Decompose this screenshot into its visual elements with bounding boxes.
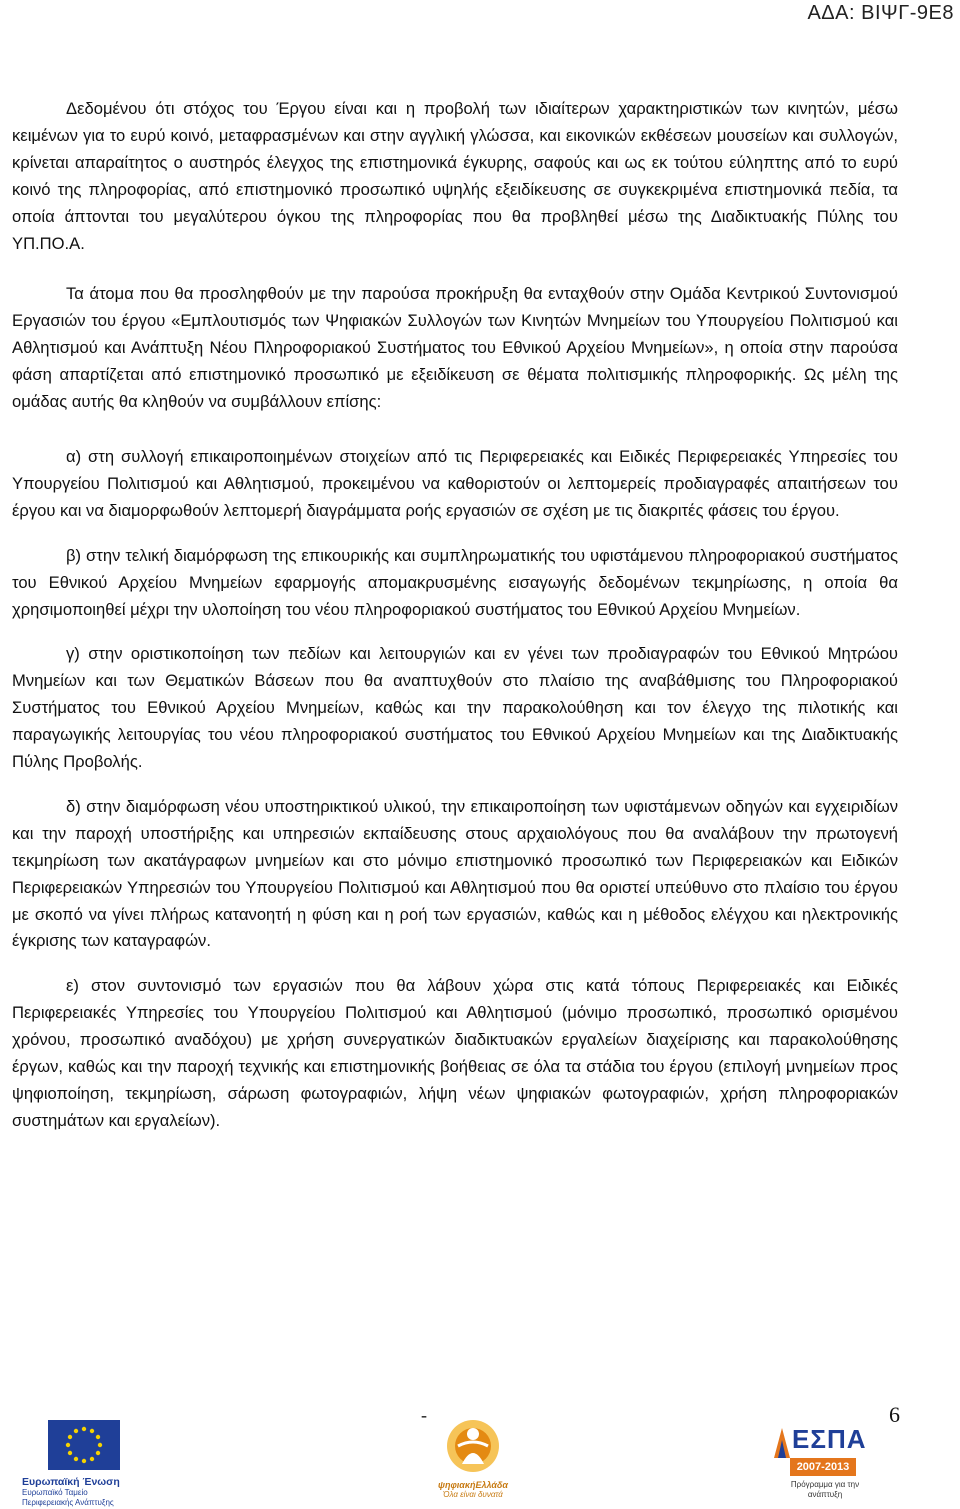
digital-greece-logo	[418, 1416, 528, 1508]
eu-caption	[22, 1476, 146, 1508]
paragraph-item-d: δ) στην διαμόρφωση νέου υποστηρικτικού υλικού, την επικαιροποίηση των υφιστάμενων οδηγών και εγχειριδίων και την παροχή υποστήριξης και υπηρεσιών εκπαίδευσης στους αρχαιολόγους που θα αναλάβουν την πρωτογενή τεκμηρίωση των ακατάγραφων μνημείων και στο μόνιμο επιστημονικό προσωπικό των Περιφερειακών και Ειδικών Περιφερειακών Υπηρεσιών του Υπουργείου Πολιτισμού και Αθλητισμού που θα οριστεί υπεύθυνο στο πλαίσιο του έργου με σκοπό να γίνει πλήρως κατανοητή η φύση και η ροή των εργασιών, καθώς και η μέθοδος ελέγχου και ηλεκτρονικής έγκρισης των καταγραφών.	[12, 796, 898, 951]
paragraph-team: Τα άτομα που θα προσληφθούν με την παρούσα προκήρυξη θα ενταχθούν στην Ομάδα Κεντρικού Συντονισμού Εργασιών του έργου «Εμπλουτισμός των Ψηφιακών Συλλογών των Κινητών Μνημείων του Υπουργείου Πολιτισμού και Αθλητισμού και Ανάπτυξη Νέου Πληροφοριακού Συστήματος του Εθνικού Αρχείου Μνημείων», η οποία στην παρούσα φάση απαρτίζεται από επιστημονικό προσωπικό με εξειδίκευση σε θέματα πολιτισμικής πληροφορικής. Ως μέλη της ομάδας αυτής θα κληθούν να συμβάλλουν επίσης:	[12, 284, 898, 412]
eu-caption-line3: Περιφερειακής Ανάπτυξης	[22, 1498, 114, 1507]
espa-years: 2007-2013	[790, 1458, 856, 1476]
ada-code: ΑΔΑ: ΒΙΨΓ-9Ε8	[807, 2, 954, 24]
espa-slogan: Πρόγραμμα για την ανάπτυξη	[790, 1480, 860, 1499]
paragraph-item-c: γ) στην οριστικοποίηση των πεδίων και λειτουργιών και εν γένει των προδιαγραφών του Εθνικού Μητρώου Μνημείων και των Θεματικών Βάσεων που θα αναπτυχθούν στο πλαίσιο της αναβάθμισης του Πληροφοριακού Συστήματος του Εθνικού Αρχείου Μνημείων, καθώς και την παρακολούθηση και τον έλεγχο της πιλοτικής και παραγωγικής λειτουργίας του νέου πληροφοριακού συστήματος του Εθνικού Αρχείου Μνημείων και της Διαδικτυακής Πύλης Προβολής.	[12, 644, 898, 772]
digital-greece-line1: ψηφιακήΕλλάδα	[437, 1480, 508, 1490]
digital-greece-caption	[418, 1480, 528, 1500]
eu-stars-icon	[48, 1420, 120, 1470]
eu-logo	[22, 1420, 142, 1508]
digital-greece-figure-icon	[418, 1416, 528, 1478]
eu-caption-line2: Ευρωπαϊκό Ταμείο	[22, 1488, 88, 1497]
espa-name: ΕΣΠΑ	[792, 1424, 867, 1454]
document-body	[12, 96, 898, 1135]
paragraph-item-b: β) στην τελική διαμόρφωση της επικουρικής και συμπληρωματικής του υφιστάμενου πληροφοριακού συστήματος του Εθνικού Αρχείου Μνημείων εφαρμογής απομακρυσμένης εισαγωγής δεδομένων τεκμηρίωσης, η οποία θα χρησιμοποιηθεί μέχρι την υλοποίηση του νέου πληροφοριακού συστήματος του Εθνικού Αρχείου Μνημείων.	[12, 545, 898, 619]
digital-greece-line2: Όλα είναι δυνατά	[443, 1490, 503, 1499]
page-dash: -	[421, 1405, 427, 1425]
page-footer	[0, 1402, 960, 1509]
page-number: 6	[889, 1402, 900, 1427]
paragraph-intro: Δεδομένου ότι στόχος του Έργου είναι και η προβολή των ιδιαίτερων χαρακτηριστικών των κινητών, μέσω κειμένων για το ευρύ κοινό, μεταφρασμένων και στην αγγλική γλώσσα, και εικονικών εκθέσεων μουσείων και συλλογών, κρίνεται απαραίτητος ο αυστηρός έλεγχος της επιστημονικά έγκυρης, σαφούς και ως εκ τούτου εύληπτης από το ευρύ κοινό της πληροφορίας, από επιστημονικό προσωπικό υψηλής εξειδίκευσης σε συγκεκριμένα επιστημονικά πεδία, τα οποία άπτονται του μεγαλύτερου όγκου της πληροφορίας που θα προβληθεί μέσω της Διαδικτυακής Πύλης του ΥΠ.ΠΟ.Α.	[12, 99, 898, 253]
eu-flag-icon	[48, 1420, 120, 1470]
paragraph-item-a: α) στη συλλογή επικαιροποιημένων στοιχείων από τις Περιφερειακές και Ειδικές Περιφερειακές Υπηρεσίες του Υπουργείου Πολιτισμού και Αθλητισμού, προκειμένου να καθοριστούν οι λεπτομερείς προδιαγραφές απαιτήσεων του έργου και να διαμορφωθούν λεπτομερή διαγράμματα ροής εργασιών σε σχέση με τις διακριτές φάσεις του έργου.	[12, 446, 898, 520]
paragraph-item-e: ε) στον συντονισμό των εργασιών που θα λάβουν χώρα στις κατά τόπους Περιφερειακές και Ειδικές Περιφερειακές Υπηρεσίες του Υπουργείου Πολιτισμού και Αθλητισμού (μόνιμο προσωπικό, προσωπικό ορισμένου χρόνου, προσωπικό αναδόχου) με χρήση συνεργατικών διαδικτυακών εργαλείων διαχείρισης και παρακολούθησης έργων, καθώς και την παροχή τεχνικής και επιστημονικής βοήθειας σε όλα τα στάδια του έργου (επιλογή μνημείων προς ψηφιοποίηση, τεκμηρίωση, σάρωση φωτογραφιών, λήψη νέων ψηφιακών φωτογραφιών, χρήση πληροφοριακών συστημάτων και εργαλείων).	[12, 976, 898, 1130]
espa-logo	[770, 1420, 867, 1508]
espa-emblem-icon	[770, 1424, 794, 1460]
eu-caption-line1: Ευρωπαϊκή Ένωση	[22, 1476, 120, 1488]
